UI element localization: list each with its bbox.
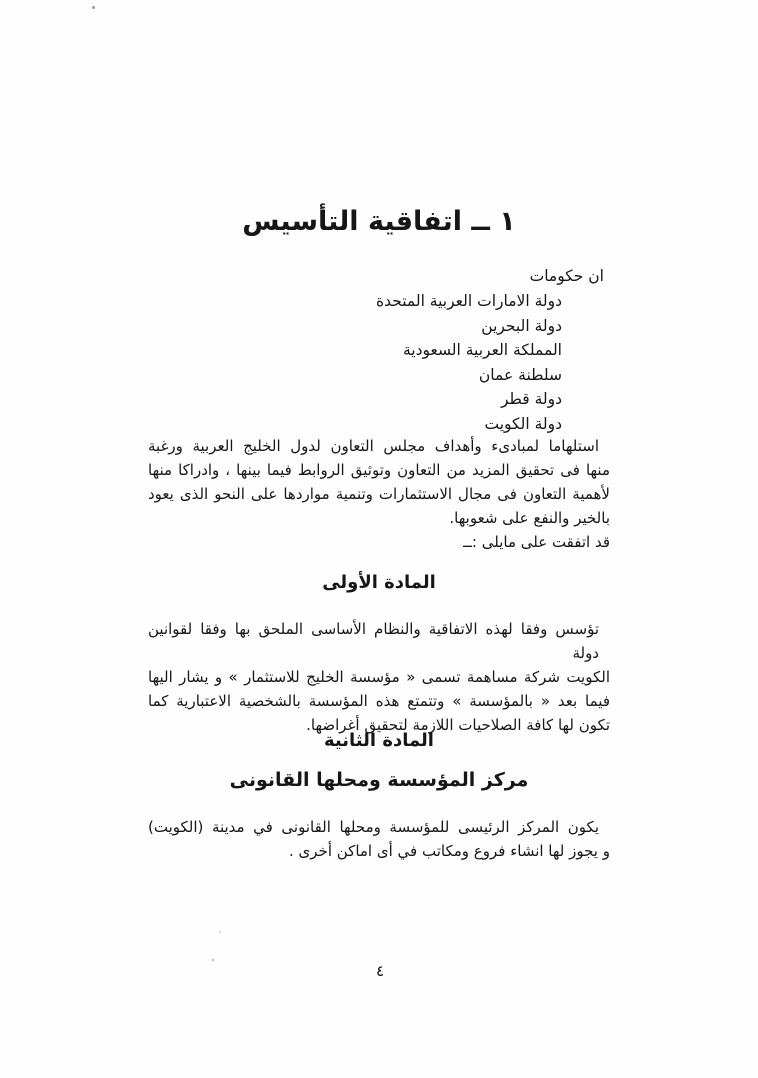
scan-speck [212,959,214,961]
body-line: لأهمية التعاون فى مجال الاستثمارات وتنمية مواردها على النحو الذى يعود [148,485,610,503]
country-list [148,289,610,436]
country-item: دولة الكويت [484,414,562,433]
body-line: و يجوز لها انشاء فروع ومكاتب في أى اماكن أخرى . [289,842,610,860]
page-number: ٤ [375,962,385,980]
body-line: استلهاما لمبادىء وأهداف مجلس التعاون لدول الخليج العربية ورغبة [148,437,599,455]
scan-speck [92,6,95,9]
country-item: دولة البحرين [481,316,562,335]
article-one-heading: المادة الأولى [322,572,436,593]
article-one-paragraph [148,617,610,737]
country-item: المملكة العربية السعودية [402,341,562,359]
body-line: تكون لها كافة الصلاحيات اللازمة لتحقيق أغراضها. [306,716,610,734]
preamble-paragraph [148,434,610,554]
body-line: قد اتفقت على مايلى :ــ [463,533,610,551]
body-line: الكويت شركة مساهمة تسمى « مؤسسة الخليج للاستثمار » و يشار اليها [148,668,610,686]
article-two-heading: المادة الثانية [324,730,434,751]
country-item: دولة الامارات العربية المتحدة [375,292,562,310]
body-line: تؤسس وفقا لهذه الاتفاقية والنظام الأساسى الملحق بها وفقا لقوانين دولة [148,620,599,662]
country-item: دولة قطر [500,390,562,408]
scan-speck [219,931,221,933]
body-line: فيما بعد « بالمؤسسة » وتتمتع هذه المؤسسة بالشخصية الاعتبارية كما [148,692,610,710]
body-line: بالخير والنفع على شعوبها. [449,509,610,527]
country-item: سلطنة عمان [478,365,562,384]
body-line: منها فى تحقيق المزيد من التعاون وتوثيق الروابط فيما بينها ، وادراكا منها [148,461,610,479]
article-two-subheading: مركز المؤسسة ومحلها القانونى [229,769,529,791]
body-line: يكون المركز الرئيسى للمؤسسة ومحلها القانونى في مدينة (الكويت) [148,818,599,836]
page-title: ١ ــ اتفاقية التأسيس [242,206,516,237]
article-two-paragraph [148,815,610,863]
preamble-intro: ان حكومات [529,267,604,285]
